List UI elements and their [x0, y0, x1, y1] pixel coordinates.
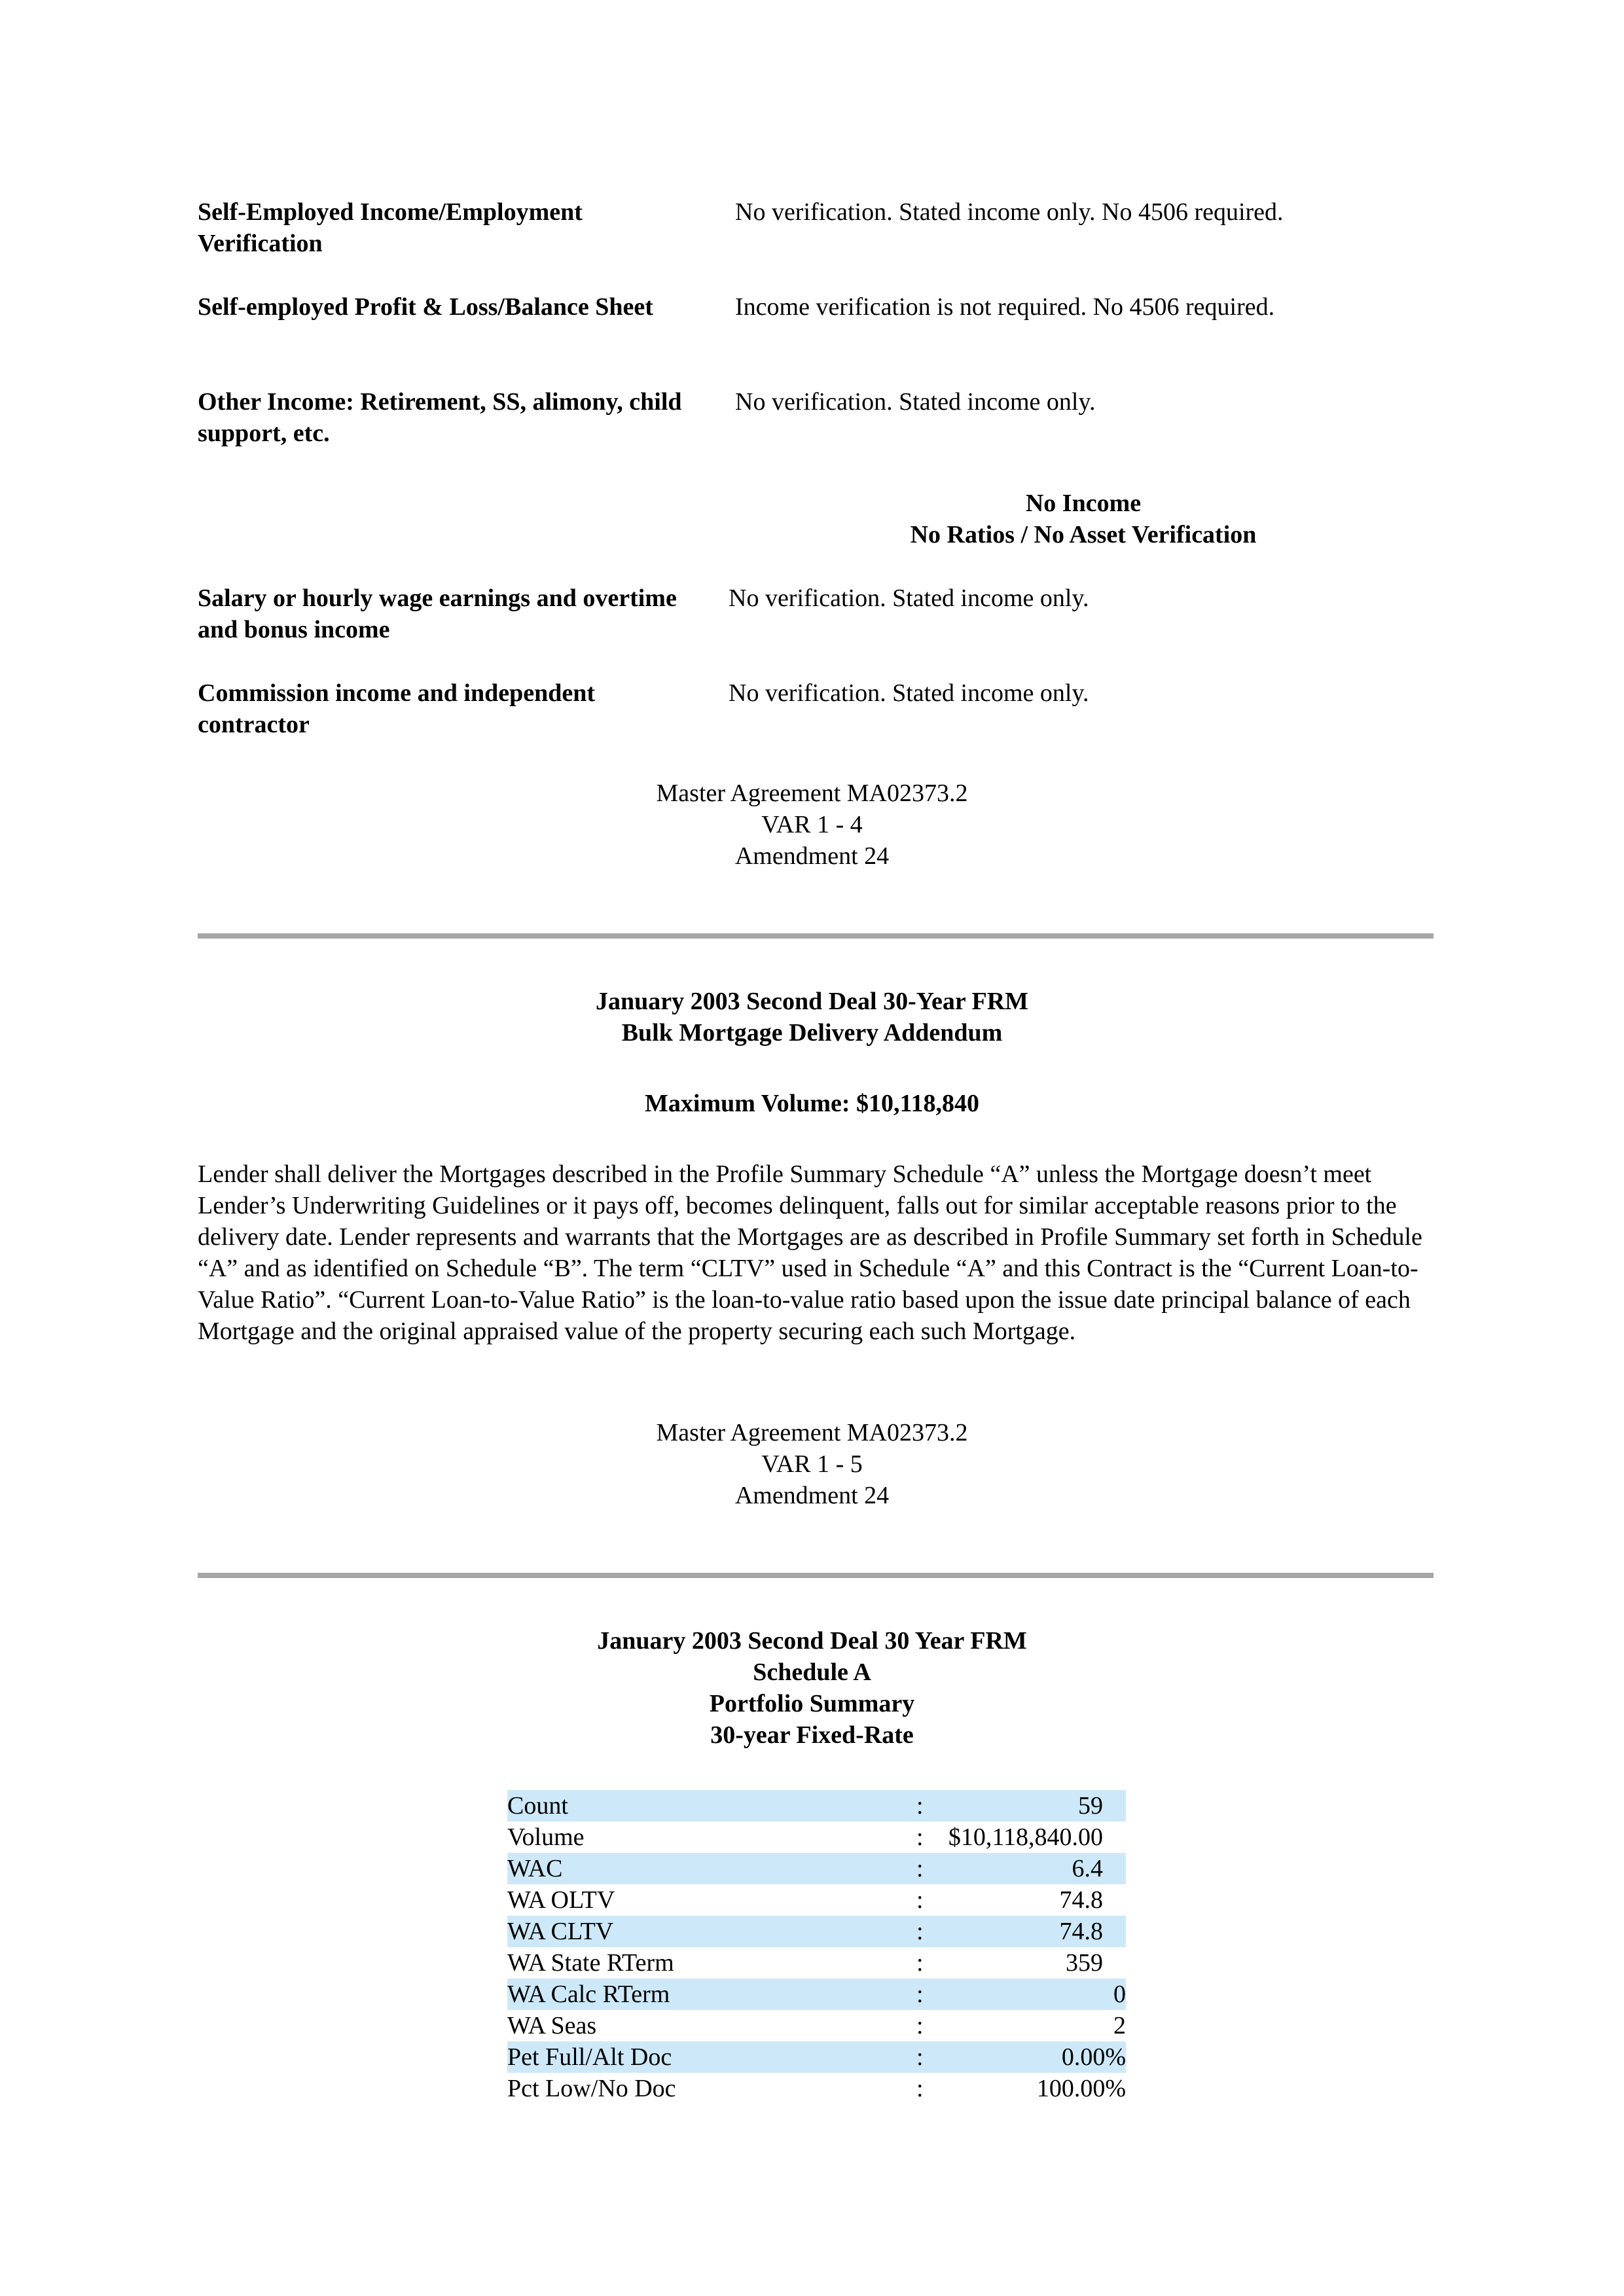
summary-key: WAC [507, 1853, 916, 1884]
summary-separator: : [916, 2012, 924, 2039]
summary-separator: : [916, 1823, 924, 1851]
page-divider [198, 1573, 1434, 1578]
footer-amendment: Amendment 24 [734, 1482, 890, 1509]
summary-separator: : [916, 1790, 933, 1821]
maximum-volume: Maximum Volume: $10,118,840 [645, 1090, 979, 1117]
summary-value-text: 2 [1113, 2012, 1126, 2039]
summary-value-text: 74.8 [1059, 1886, 1103, 1914]
no-income-label-salary: Salary or hourly wage earnings and overtime and bonus income [198, 584, 677, 643]
summary-separator: : [916, 1916, 933, 1947]
summary-row-wa-calc-rterm [507, 1979, 1126, 2010]
no-income-value-commission: No verification. Stated income only. [729, 679, 1089, 707]
summary-key: WA Calc RTerm [507, 1979, 916, 2010]
summary-value-text: 0 [1113, 1981, 1126, 2008]
addendum-title: January 2003 Second Deal 30-Year FRM [595, 988, 1029, 1015]
summary-row-wa-state-rterm [507, 1947, 1126, 1979]
summary-row-wa-oltv [507, 1884, 1126, 1916]
summary-separator: : [916, 1949, 924, 1977]
summary-value [933, 1947, 1126, 1979]
summary-key: WA Seas [507, 2012, 597, 2039]
summary-row-low-no-doc [507, 2073, 1126, 2104]
summary-value [933, 2073, 1126, 2104]
summary-value-text: 100.00% [1036, 2075, 1126, 2102]
summary-separator: : [916, 2075, 924, 2102]
summary-value [933, 1884, 1126, 1916]
summary-value-text: 0.00% [1061, 2043, 1126, 2071]
summary-value-text: 359 [1066, 1949, 1103, 1977]
summary-separator: : [916, 1979, 933, 2010]
addendum-paragraph: Lender shall deliver the Mortgages described in the Profile Summary Schedule “A” unless the Mortgage doesn’t meet Lender’s Underwriting Guidelines or it pays off, becomes delinquent, falls out for similar acceptable reasons prior to the delivery date. Lender represents and warrants that the Mortgages are as described in Profile Summary set forth in Schedule “A” and as identified on Schedule “B”. The term “CLTV” used in Schedule “A” and this Contract is the “Current Loan-to-Value Ratio”. “Current Loan-to-Value Ratio” is the loan-to-value ratio based upon the issue date principal balance of each Mortgage and the original appraised value of the property securing each such Mortgage. [198, 1160, 1422, 1345]
fixed-rate-heading: 30-year Fixed-Rate [710, 1721, 914, 1749]
summary-separator: : [916, 2041, 933, 2073]
summary-value-text: 59 [1078, 1792, 1103, 1820]
summary-value [933, 2041, 1126, 2073]
footer-var: VAR 1 - 4 [761, 811, 863, 838]
summary-value [933, 1916, 1126, 1947]
income-value-self-employed: No verification. Stated income only. No 4506 required. [735, 198, 1284, 226]
summary-key: Pet Full/Alt Doc [507, 2041, 916, 2073]
income-label-profit-loss: Self-employed Profit & Loss/Balance Sheet [198, 293, 653, 321]
summary-value [933, 1853, 1126, 1884]
summary-key: Count [507, 1790, 916, 1821]
schedule-title: January 2003 Second Deal 30 Year FRM [597, 1627, 1027, 1655]
summary-value [933, 2010, 1126, 2041]
portfolio-summary-heading: Portfolio Summary [709, 1690, 915, 1717]
summary-key: WA CLTV [507, 1916, 916, 1947]
addendum-subtitle: Bulk Mortgage Delivery Addendum [621, 1019, 1003, 1047]
summary-value [933, 1979, 1126, 2010]
income-value-profit-loss: Income verification is not required. No 4506 required. [735, 293, 1275, 321]
summary-value-text: 6.4 [1072, 1855, 1103, 1882]
income-label-self-employed: Self-Employed Income/Employment Verification [198, 198, 583, 257]
summary-key: Pct Low/No Doc [507, 2075, 676, 2102]
page-divider [198, 933, 1434, 939]
footer-agreement: Master Agreement MA02373.2 [656, 780, 968, 807]
footer-agreement: Master Agreement MA02373.2 [656, 1419, 968, 1446]
income-label-other-income: Other Income: Retirement, SS, alimony, child support, etc. [198, 388, 682, 447]
summary-separator: : [916, 1853, 933, 1884]
no-income-heading-line2: No Ratios / No Asset Verification [910, 521, 1257, 548]
no-income-value-salary: No verification. Stated income only. [729, 584, 1089, 612]
summary-key: WA State RTerm [507, 1949, 674, 1977]
summary-value-text: 74.8 [1059, 1918, 1103, 1945]
income-value-other-income: No verification. Stated income only. [735, 388, 1096, 416]
portfolio-summary-table [507, 1790, 1126, 2104]
summary-row-wa-seas [507, 2010, 1126, 2041]
no-income-heading-line1: No Income [1025, 490, 1142, 517]
summary-row-wac [507, 1853, 1126, 1884]
summary-value-text: $10,118,840.00 [948, 1823, 1103, 1851]
summary-key: WA OLTV [507, 1886, 615, 1914]
summary-key: Volume [507, 1823, 585, 1851]
summary-separator: : [916, 1886, 924, 1914]
summary-row-full-alt-doc [507, 2041, 1126, 2073]
schedule-name: Schedule A [753, 1659, 871, 1686]
summary-value [933, 1790, 1126, 1821]
summary-row-count [507, 1790, 1126, 1821]
no-income-label-commission: Commission income and independent contractor [198, 679, 596, 738]
footer-var: VAR 1 - 5 [761, 1450, 863, 1478]
summary-row-volume [507, 1821, 1126, 1853]
summary-row-wa-cltv [507, 1916, 1126, 1947]
footer-amendment: Amendment 24 [734, 842, 890, 870]
summary-value [933, 1821, 1126, 1853]
